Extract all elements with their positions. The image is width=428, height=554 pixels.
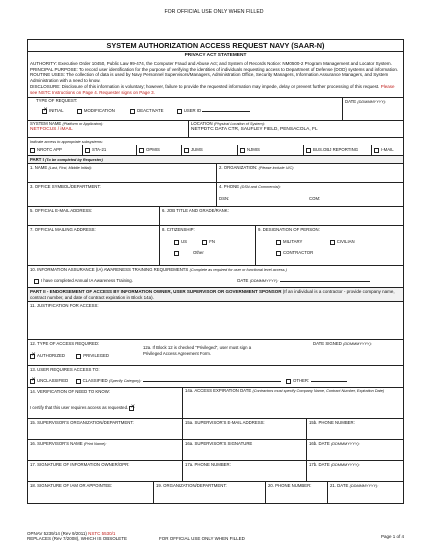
system-location-value: NETPDTC DATA CTR, SAUFLEY FIELD, PENSACOLA, FL: [191, 127, 318, 133]
supervisor-date-label: 16b. DATE: [309, 441, 330, 447]
ia-training-hint: (Complete as required for user or functional level access.): [189, 268, 287, 273]
info-owner-signature-field[interactable]: [28, 461, 182, 481]
designation-label: 9. DESIGNATION OF PERSON:: [258, 227, 320, 233]
initial-label: INITIAL: [49, 108, 64, 114]
modification-checkbox[interactable]: [77, 109, 82, 114]
location-label: LOCATION: [191, 121, 213, 127]
subsystem-njmis[interactable]: NJMIS: [237, 145, 303, 155]
subsystems-row: [28, 145, 403, 156]
fn-label: FN: [209, 239, 215, 245]
unclassified-label: UNCLASSIFIED: [37, 378, 69, 384]
subsystems-label: Indicate access to appropriate subsystems:: [30, 140, 103, 145]
phone-label: 4. PHONE: [219, 184, 240, 190]
other-label: Other: [193, 250, 204, 256]
request-date-label: DATE: [345, 99, 357, 105]
row-13: [28, 366, 403, 388]
row-7-9: [28, 226, 403, 266]
mailing-address-label: 7. OFFICIAL MAILING ADDRESS:: [30, 227, 96, 233]
classified-checkbox[interactable]: [76, 379, 81, 384]
name-field[interactable]: [28, 164, 216, 182]
other-access-field[interactable]: [311, 378, 347, 382]
contractor-label: CONTRACTOR: [283, 250, 314, 256]
designation-field: [255, 226, 403, 265]
email-label: 5. OFFICIAL E-MAIL ADDRESS:: [30, 208, 93, 214]
dsn-label: DSN:: [219, 196, 230, 202]
system-name-hint: (Platform or Applicaton):: [62, 122, 104, 127]
citizenship-field: [159, 226, 255, 265]
row-10: [28, 266, 403, 288]
requires-access-label: 13. USER REQUIRES ACCESS TO:: [30, 367, 100, 373]
civilian-checkbox[interactable]: [330, 240, 335, 245]
footer-fouo: FOR OFFICIAL USE ONLY WHEN FILLED: [159, 536, 245, 542]
subsystem-i-mail[interactable]: I-MAIL: [371, 145, 403, 155]
access-expiration-label: 14a. ACCESS EXPIRATION DATE: [185, 388, 252, 394]
office-symbol-label: 3. OFFICE SYMBOL/DEPARTMENT:: [30, 184, 101, 190]
deactivate-checkbox[interactable]: [130, 109, 135, 114]
other-access-checkbox[interactable]: [286, 379, 291, 384]
ia-training-label: 10. INFORMATION ASSURANCE (IA) AWARENESS TRAINING REQUIREMENTS: [30, 267, 189, 273]
classified-category-field[interactable]: [143, 378, 281, 382]
supervisor-date-field[interactable]: [306, 440, 403, 460]
job-title-label: 6. JOB TITLE AND GRADE/RANK:: [162, 208, 229, 214]
privileged-note: 12a. If Block 12 is checked "Privileged", user must sign a Privileged Access Agreement Form.: [143, 345, 252, 356]
page-number: Page 1 of 4: [380, 534, 404, 539]
privacy-routine-uses: ROUTINE USES: The collection of data is used by Navy Personnel Supervisors/Managers, Administration Office, Security Managers, Information Assurance Managers, and System Administration with a need to know.: [30, 72, 389, 84]
user-id-field[interactable]: [202, 108, 250, 112]
privacy-act-statement: [28, 52, 403, 98]
contractor-checkbox[interactable]: [276, 251, 281, 256]
form-id: OPNAV 5239/14 (Rev 9/2011): [27, 531, 87, 536]
authorized-checkbox[interactable]: [30, 354, 35, 359]
need-to-know-label: 14. VERIFICATION OF NEED TO KNOW:: [30, 389, 110, 395]
request-date-field[interactable]: [342, 98, 403, 120]
justification-field[interactable]: [28, 302, 403, 339]
info-owner-date-format: (DDMMMYYYY):: [330, 463, 360, 468]
row-3-4: [28, 183, 403, 207]
justification-label: 11. JUSTIFICATION FOR ACCESS:: [30, 303, 99, 309]
info-owner-phone-label: 17a. PHONE NUMBER:: [185, 462, 231, 468]
date-signed-label: DATE SIGNED: [313, 341, 342, 347]
supervisor-date-format: (DDMMMYYYY):: [330, 442, 360, 447]
row-15: [28, 419, 403, 440]
need-to-know-check-label: I certify that this user requires access as requested.: [30, 405, 129, 411]
privacy-disclosure: DISCLOSURE: Disclosure of this information is voluntary; however, failure to provide the requested information may impede, delay or prevent further processing of this request. Please see NSTC Instructions on Page 4. Requester signs on Page 3.: [30, 83, 395, 95]
form-id-local: NSTC 5530/1: [88, 531, 116, 536]
iam-signature-field[interactable]: [28, 482, 153, 503]
iam-org-field[interactable]: [153, 482, 265, 503]
authorized-label: AUTHORIZED: [37, 353, 65, 359]
unclassified-checkbox[interactable]: [30, 379, 35, 384]
row-14: [28, 388, 403, 419]
us-checkbox[interactable]: [174, 240, 179, 245]
date-signed-format: (DDMMMYYYY):: [343, 342, 372, 347]
location-hint: (Physical Location of System):: [213, 122, 265, 127]
row-12: [28, 340, 403, 366]
organization-hint: (Please include UIC): [258, 166, 294, 171]
citizenship-label: 8. CITIZENSHIP:: [162, 227, 195, 233]
part-1-heading: PART I: [30, 157, 44, 163]
info-owner-date-label: 17b. DATE: [309, 462, 330, 468]
subsystems-label-row: [28, 138, 403, 145]
system-location-field[interactable]: [188, 121, 403, 137]
organization-field[interactable]: [216, 164, 403, 182]
row-1-2: [28, 164, 403, 183]
part-2-heading: PART II - ENDORSEMENT OF ACCESS BY INFORMATION OWNER, USER SUPERVISOR OR GOVERNMENT SPONSOR: [30, 289, 282, 295]
deactivate-label: DEACTIVATE: [137, 108, 164, 114]
supervisor-phone-label: 15b. PHONE NUMBER:: [309, 420, 355, 426]
user-id-checkbox[interactable]: [177, 109, 182, 114]
part-2-header: [28, 288, 403, 302]
date-signed-field[interactable]: [265, 340, 403, 365]
us-label: US: [181, 239, 187, 245]
iam-signature-label: 18. SIGNATURE OF IAM OR APPOINTEE:: [30, 483, 113, 489]
form-title: SYSTEM AUTHORIZATION ACCESS REQUEST NAVY (SAAR-N): [28, 40, 403, 52]
system-name-value: NETFOCUS / iMAIL: [30, 127, 73, 133]
iam-phone-label: 20. PHONE NUMBER:: [268, 483, 312, 489]
fn-checkbox[interactable]: [202, 240, 207, 245]
email-field[interactable]: [28, 207, 159, 225]
row-16: [28, 440, 403, 461]
subsystem-opmis[interactable]: OPMIS: [136, 145, 181, 155]
info-owner-phone-field[interactable]: [182, 461, 306, 481]
privacy-authority: AUTHORITY: Executive Order 10450, Public Law 99-474, the Computer Fraud and Abuse Act; and System of Records Notice: NM0500-2 Program Management and Locator System.: [30, 60, 392, 66]
need-to-know-checkbox[interactable]: [129, 406, 134, 411]
initial-checkbox[interactable]: [42, 109, 47, 114]
type-of-request-row: [28, 98, 403, 121]
request-date-format: (DDMMMYYYY):: [357, 100, 387, 105]
supervisor-name-hint: (Print Name):: [83, 442, 107, 447]
info-owner-date-field[interactable]: [306, 461, 403, 481]
row-11: [28, 302, 403, 340]
access-expiration-field[interactable]: [182, 388, 403, 418]
com-label: COM:: [309, 196, 321, 202]
ia-date-field[interactable]: [280, 278, 370, 282]
access-expiration-hint: (Contractors must specify Company Name, Contract Number, Expiration Date): [252, 389, 385, 394]
row-5-6: [28, 207, 403, 226]
replaces-note: REPLACES (Rev 7/2008), WHICH IS OBSOLETE: [27, 536, 128, 542]
military-checkbox[interactable]: [276, 240, 281, 245]
supervisor-email-label: 15a. SUPERVISOR'S E-MAIL ADDRESS:: [185, 420, 265, 426]
user-id-label: USER ID: [183, 108, 202, 114]
privacy-heading: PRIVACY ACT STATEMENT: [184, 53, 247, 59]
system-name-field[interactable]: [28, 121, 188, 137]
system-name-label: SYSTEM NAME: [30, 121, 62, 127]
name-hint: (Last, First, Middle Initial):: [48, 166, 92, 171]
classified-hint: (Specify Category):: [108, 379, 142, 384]
part-1-hint: (To be completed by Requester): [45, 158, 103, 163]
row-17: [28, 461, 403, 482]
part-1-header: [28, 156, 403, 164]
type-of-access-field: [28, 340, 141, 365]
other-access-label: OTHER:: [292, 378, 310, 384]
civilian-label: CIVILIAN: [336, 239, 355, 245]
supervisor-name-field[interactable]: [28, 440, 182, 460]
subsystem-jums[interactable]: JUMS: [181, 145, 237, 155]
job-title-field[interactable]: [159, 207, 403, 225]
supervisor-signature-field[interactable]: [182, 440, 306, 460]
type-of-access-label: 12. TYPE OF ACCESS REQUIRED:: [30, 341, 100, 347]
top-banner: FOR OFFICIAL USE ONLY WHEN FILLED: [164, 9, 264, 15]
supervisor-org-label: 15. SUPERVISOR'S ORGANIZATION/DEPARTMENT:: [30, 420, 134, 426]
subsystem-bus-obj-reporting[interactable]: BUS.OBJ REPORTING: [303, 145, 371, 155]
name-label: 1. NAME: [30, 165, 48, 171]
iam-phone-field[interactable]: [265, 482, 327, 503]
instructions-note: Please see NSTC Instructions on Page 4. Requester signs on Page 3.: [30, 83, 395, 95]
military-label: MILITARY: [283, 239, 303, 245]
iam-date-format: (DDMMMYYYY):: [349, 484, 379, 489]
supervisor-name-label: 16. SUPERVISOR'S NAME: [30, 441, 83, 447]
modification-label: MODIFICATION: [83, 108, 115, 114]
subsystem-sta-21[interactable]: STA-21: [82, 145, 136, 155]
supervisor-phone-field[interactable]: [306, 419, 403, 439]
supervisor-email-field[interactable]: [182, 419, 306, 439]
saar-form: [27, 39, 404, 504]
supervisor-signature-label: 16a. SUPERVISOR'S SIGNATURE: [185, 441, 253, 447]
privacy-purpose: PRINCIPAL PURPOSE: To record user identification for the purpose of verifying the identities of individuals requesting access to Department of Defense (DOD) systems and information.: [30, 66, 399, 72]
iam-date-field[interactable]: [327, 482, 403, 503]
form-footer: [27, 531, 404, 541]
classified-label: CLASSIFIED: [82, 378, 108, 384]
privileged-checkbox[interactable]: [76, 354, 81, 359]
ia-date-label: DATE: [237, 278, 249, 284]
iam-date-label: 21. DATE: [330, 483, 349, 489]
privileged-label: PRIVILEGED: [83, 353, 110, 359]
organization-label: 2. ORGANIZATION:: [219, 165, 258, 171]
supervisor-org-field[interactable]: [28, 419, 182, 439]
part-2-hint: (If an individual is a contractor - provide company name, contract number, and date of contract expiration in Block 14a).: [30, 289, 395, 300]
subsystem-nrotc-app[interactable]: NROTC APP: [28, 145, 82, 155]
row-18-21: [28, 482, 403, 503]
system-row: [28, 121, 403, 138]
phone-hint: (DSN and Commercial):: [240, 185, 281, 190]
ia-training-check-label: I have completed Annual IA Awareness Training.: [41, 278, 133, 284]
info-owner-signature-label: 17. SIGNATURE OF INFORMATION OWNER/OPR:: [30, 462, 130, 468]
iam-org-label: 19. ORGANIZATION/DEPARTMENT:: [156, 483, 227, 489]
phone-field[interactable]: [216, 183, 403, 206]
office-symbol-field[interactable]: [28, 183, 216, 206]
mailing-address-field[interactable]: [28, 226, 159, 265]
ia-training-checkbox[interactable]: [34, 279, 39, 284]
other-checkbox[interactable]: [174, 251, 179, 256]
ia-date-format: (DDMMMYYYY):: [249, 279, 279, 284]
type-of-request-label: TYPE OF REQUEST:: [36, 98, 78, 104]
